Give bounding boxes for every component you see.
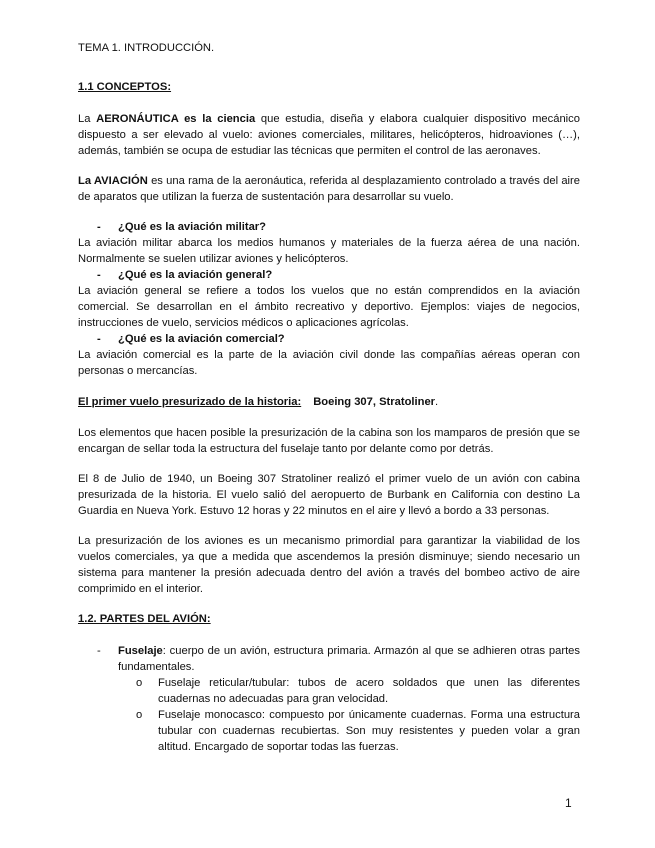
circle-bullet: o — [136, 709, 143, 721]
paragraph-mamparos: Los elementos que hacen posible la presurización de la cabina son los mamparos de presión que se encargan de sellar toda la estructura del fuselaje tanto por delante como por detrás. — [78, 427, 580, 455]
section-2-heading: 1.2. PARTES DEL AVIÓN: — [78, 613, 211, 625]
answer-general: La aviación general se refiere a todos los vuelos que no están comprendidos en la aviación comercial. Se desarrollan en el ámbito recreativo y deportivo. Ejemplos: viajes de negocios, instrucciones de vuelo, servicios médicos o aplicaciones agrícolas. — [78, 285, 580, 329]
sublist-item-monocasco: o Fuselaje monocasco: compuesto por únicamente cuadernas. Forma una estructura tubular con cuadernas recubiertas. Son muy resistentes y pueden volar a gran altitud. Encargado de soportar todas las fuerzas. — [136, 709, 580, 753]
paragraph-first-flight: El 8 de Julio de 1940, un Boeing 307 Stratoliner realizó el primer vuelo de un avión con cabina presurizada de la historia. El vuelo salió del aeropuerto de Burbank en California con destino La Guardia en Nueva York. Estuvo 12 horas y 22 minutos en el aire y llevó a bordo a 33 personas. — [78, 473, 580, 517]
list-item-fuselaje: - Fuselaje: cuerpo de un avión, estructura primaria. Armazón al que se adhieren otras partes fundamentales. — [97, 645, 580, 673]
term-aviacion: La AVIACIÓN — [78, 175, 148, 187]
plane-name: Boeing 307, Stratoliner — [313, 396, 436, 408]
document-title: TEMA 1. INTRODUCCIÓN. — [78, 42, 215, 54]
circle-bullet: o — [136, 677, 143, 689]
page-number: 1 — [565, 796, 572, 810]
term-aeronautica: AERONÁUTICA es la ciencia — [96, 113, 256, 125]
question-general: - ¿Qué es la aviación general? La aviación general se refiere a todos los vuelos que no están comprendidos en la aviación comercial. Se desarrollan en el ámbito recreativo y deportivo. Ejemplos: viajes de negocios, instrucciones de vuelo, servicios médicos o aplicaciones agrícolas. — [78, 269, 580, 329]
question-militar: - ¿Qué es la aviación militar? La aviación militar abarca los medios humanos y materiales de la fuerza aérea de una nación. Normalmente se suelen utilizar aviones y helicópteros. — [78, 221, 580, 265]
dash-bullet: - — [97, 269, 101, 281]
question-comercial: - ¿Qué es la aviación comercial? La aviación comercial es la parte de la aviación civil donde las compañías aéreas operan con personas o mercancías. — [78, 333, 580, 377]
answer-comercial: La aviación comercial es la parte de la aviación civil donde las compañías aéreas operan con personas o mercancías. — [78, 349, 580, 377]
dash-bullet: - — [97, 221, 101, 233]
answer-militar: La aviación militar abarca los medios humanos y materiales de la fuerza aérea de una nación. Normalmente se suelen utilizar aviones y helicópteros. — [78, 237, 580, 265]
dash-bullet: - — [97, 645, 101, 657]
dash-bullet: - — [97, 333, 101, 345]
paragraph-aeronautica: La AERONÁUTICA es la ciencia que estudia, diseña y elabora cualquier dispositivo mecánico dispuesto a ser elevado al vuelo: aviones comerciales, militares, helicópteros, hidroaviones (…), además, también se ocupa de estudiar las técnicas que permiten el control de las aeronaves. — [78, 113, 580, 157]
sublist-item-reticular: o Fuselaje reticular/tubular: tubos de acero soldados que unen las diferentes cuadernas no adecuadas para gran velocidad. — [136, 677, 580, 705]
paragraph-presurizacion: La presurización de los aviones es un mecanismo primordial para garantizar la viabilidad de los vuelos comerciales, ya que a medida que ascendemos la presión disminuye; siendo necesario un sistema para mantener la presión adecuada dentro del avión a través del bombeo activo de aire comprimido en el interior. — [78, 535, 580, 595]
history-heading: El primer vuelo presurizado de la historia: Boeing 307, Stratoliner. — [78, 396, 439, 408]
term-fuselaje: Fuselaje — [118, 645, 163, 657]
section-1-heading: 1.1 CONCEPTOS: — [78, 81, 172, 93]
paragraph-aviacion: La AVIACIÓN es una rama de la aeronáutica, referida al desplazamiento controlado a través del aire de aparatos que utilizan la fuerza de sustentación para desarrollar su vuelo. — [78, 175, 580, 203]
